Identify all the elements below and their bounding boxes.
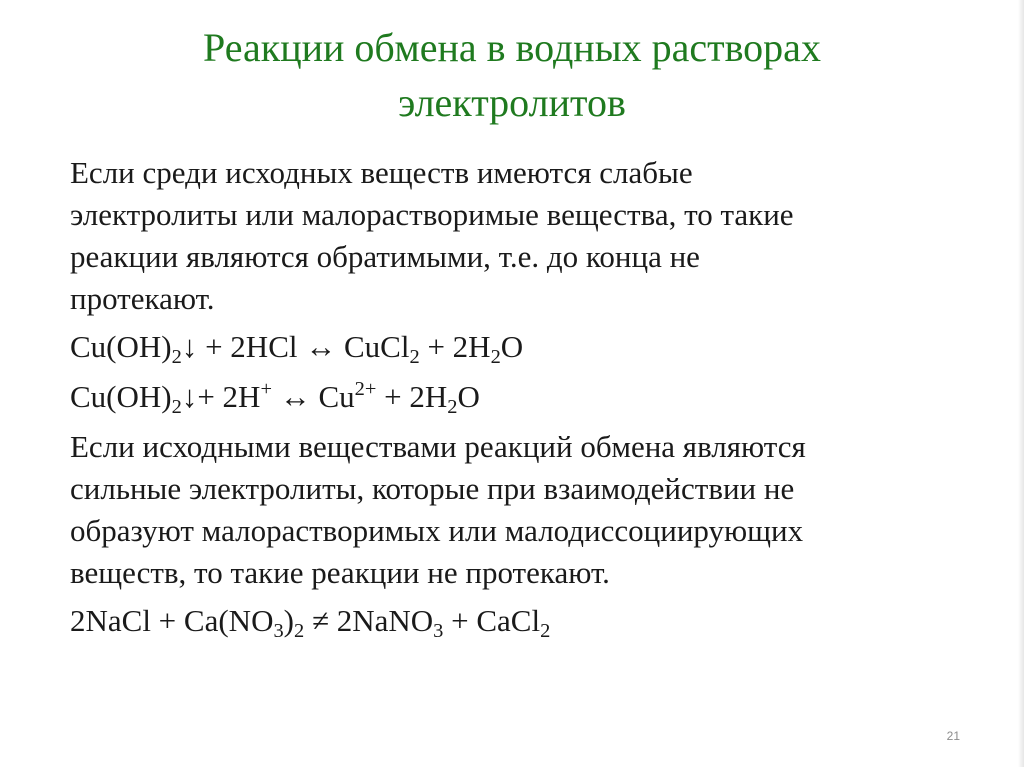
eq-subscript: 2 — [294, 620, 305, 642]
eq-subscript: 2 — [171, 396, 182, 418]
slide-title — [100, 20, 924, 130]
eq-part: + 2H — [419, 329, 491, 364]
eq-part: ≠ 2NaNO — [304, 603, 434, 638]
eq-part: ↓ + 2HCl ↔ CuCl — [181, 329, 410, 364]
eq-subscript: 2 — [490, 346, 501, 368]
eq-subscript: 3 — [273, 620, 284, 642]
eq-part: Cu(OH) — [70, 379, 172, 414]
eq-part: ) — [283, 603, 294, 638]
page-number: 21 — [946, 729, 960, 743]
eq-subscript: 2 — [447, 396, 458, 418]
paragraph-line: Если среди исходных веществ имеются слабые — [70, 155, 693, 190]
paragraph-line: веществ, то такие реакции не протекают. — [70, 555, 610, 590]
slide-body — [70, 152, 970, 650]
equation-molecular — [70, 326, 970, 368]
paragraph-line: реакции являются обратимыми, т.е. до конца не — [70, 239, 700, 274]
equation-no-reaction — [70, 600, 970, 642]
eq-part: O — [457, 379, 480, 414]
eq-part: Cu(OH) — [70, 329, 172, 364]
paragraph-line: сильные электролиты, которые при взаимодействии не — [70, 471, 795, 506]
equation-ionic — [70, 376, 970, 418]
paragraph-line: образуют малорастворимых или малодиссоциирующих — [70, 513, 804, 548]
paragraph-line: Если исходными веществами реакций обмена являются — [70, 429, 806, 464]
eq-subscript: 2 — [171, 346, 182, 368]
eq-superscript: 2+ — [354, 378, 377, 400]
eq-part: O — [500, 329, 524, 364]
title-line-2: электролитов — [398, 80, 626, 125]
paragraph-line: протекают. — [70, 281, 215, 316]
eq-part: ↔ Cu — [271, 379, 355, 414]
paragraph-line: электролиты или малорастворимые вещества, то такие — [70, 197, 794, 232]
eq-subscript: 3 — [433, 620, 444, 642]
eq-part: + CaCl — [443, 603, 541, 638]
slide-edge-shadow — [1018, 0, 1024, 767]
paragraph-weak-electrolytes — [70, 152, 970, 320]
eq-part: 2NaCl + Ca(NO — [70, 603, 274, 638]
eq-subscript: 2 — [540, 620, 551, 642]
title-line-1: Реакции обмена в водных растворах — [203, 25, 821, 70]
eq-subscript: 2 — [409, 346, 420, 368]
paragraph-strong-electrolytes — [70, 426, 970, 594]
eq-part: + 2H — [376, 379, 448, 414]
eq-superscript: + — [260, 378, 272, 400]
eq-part: ↓+ 2H — [181, 379, 261, 414]
